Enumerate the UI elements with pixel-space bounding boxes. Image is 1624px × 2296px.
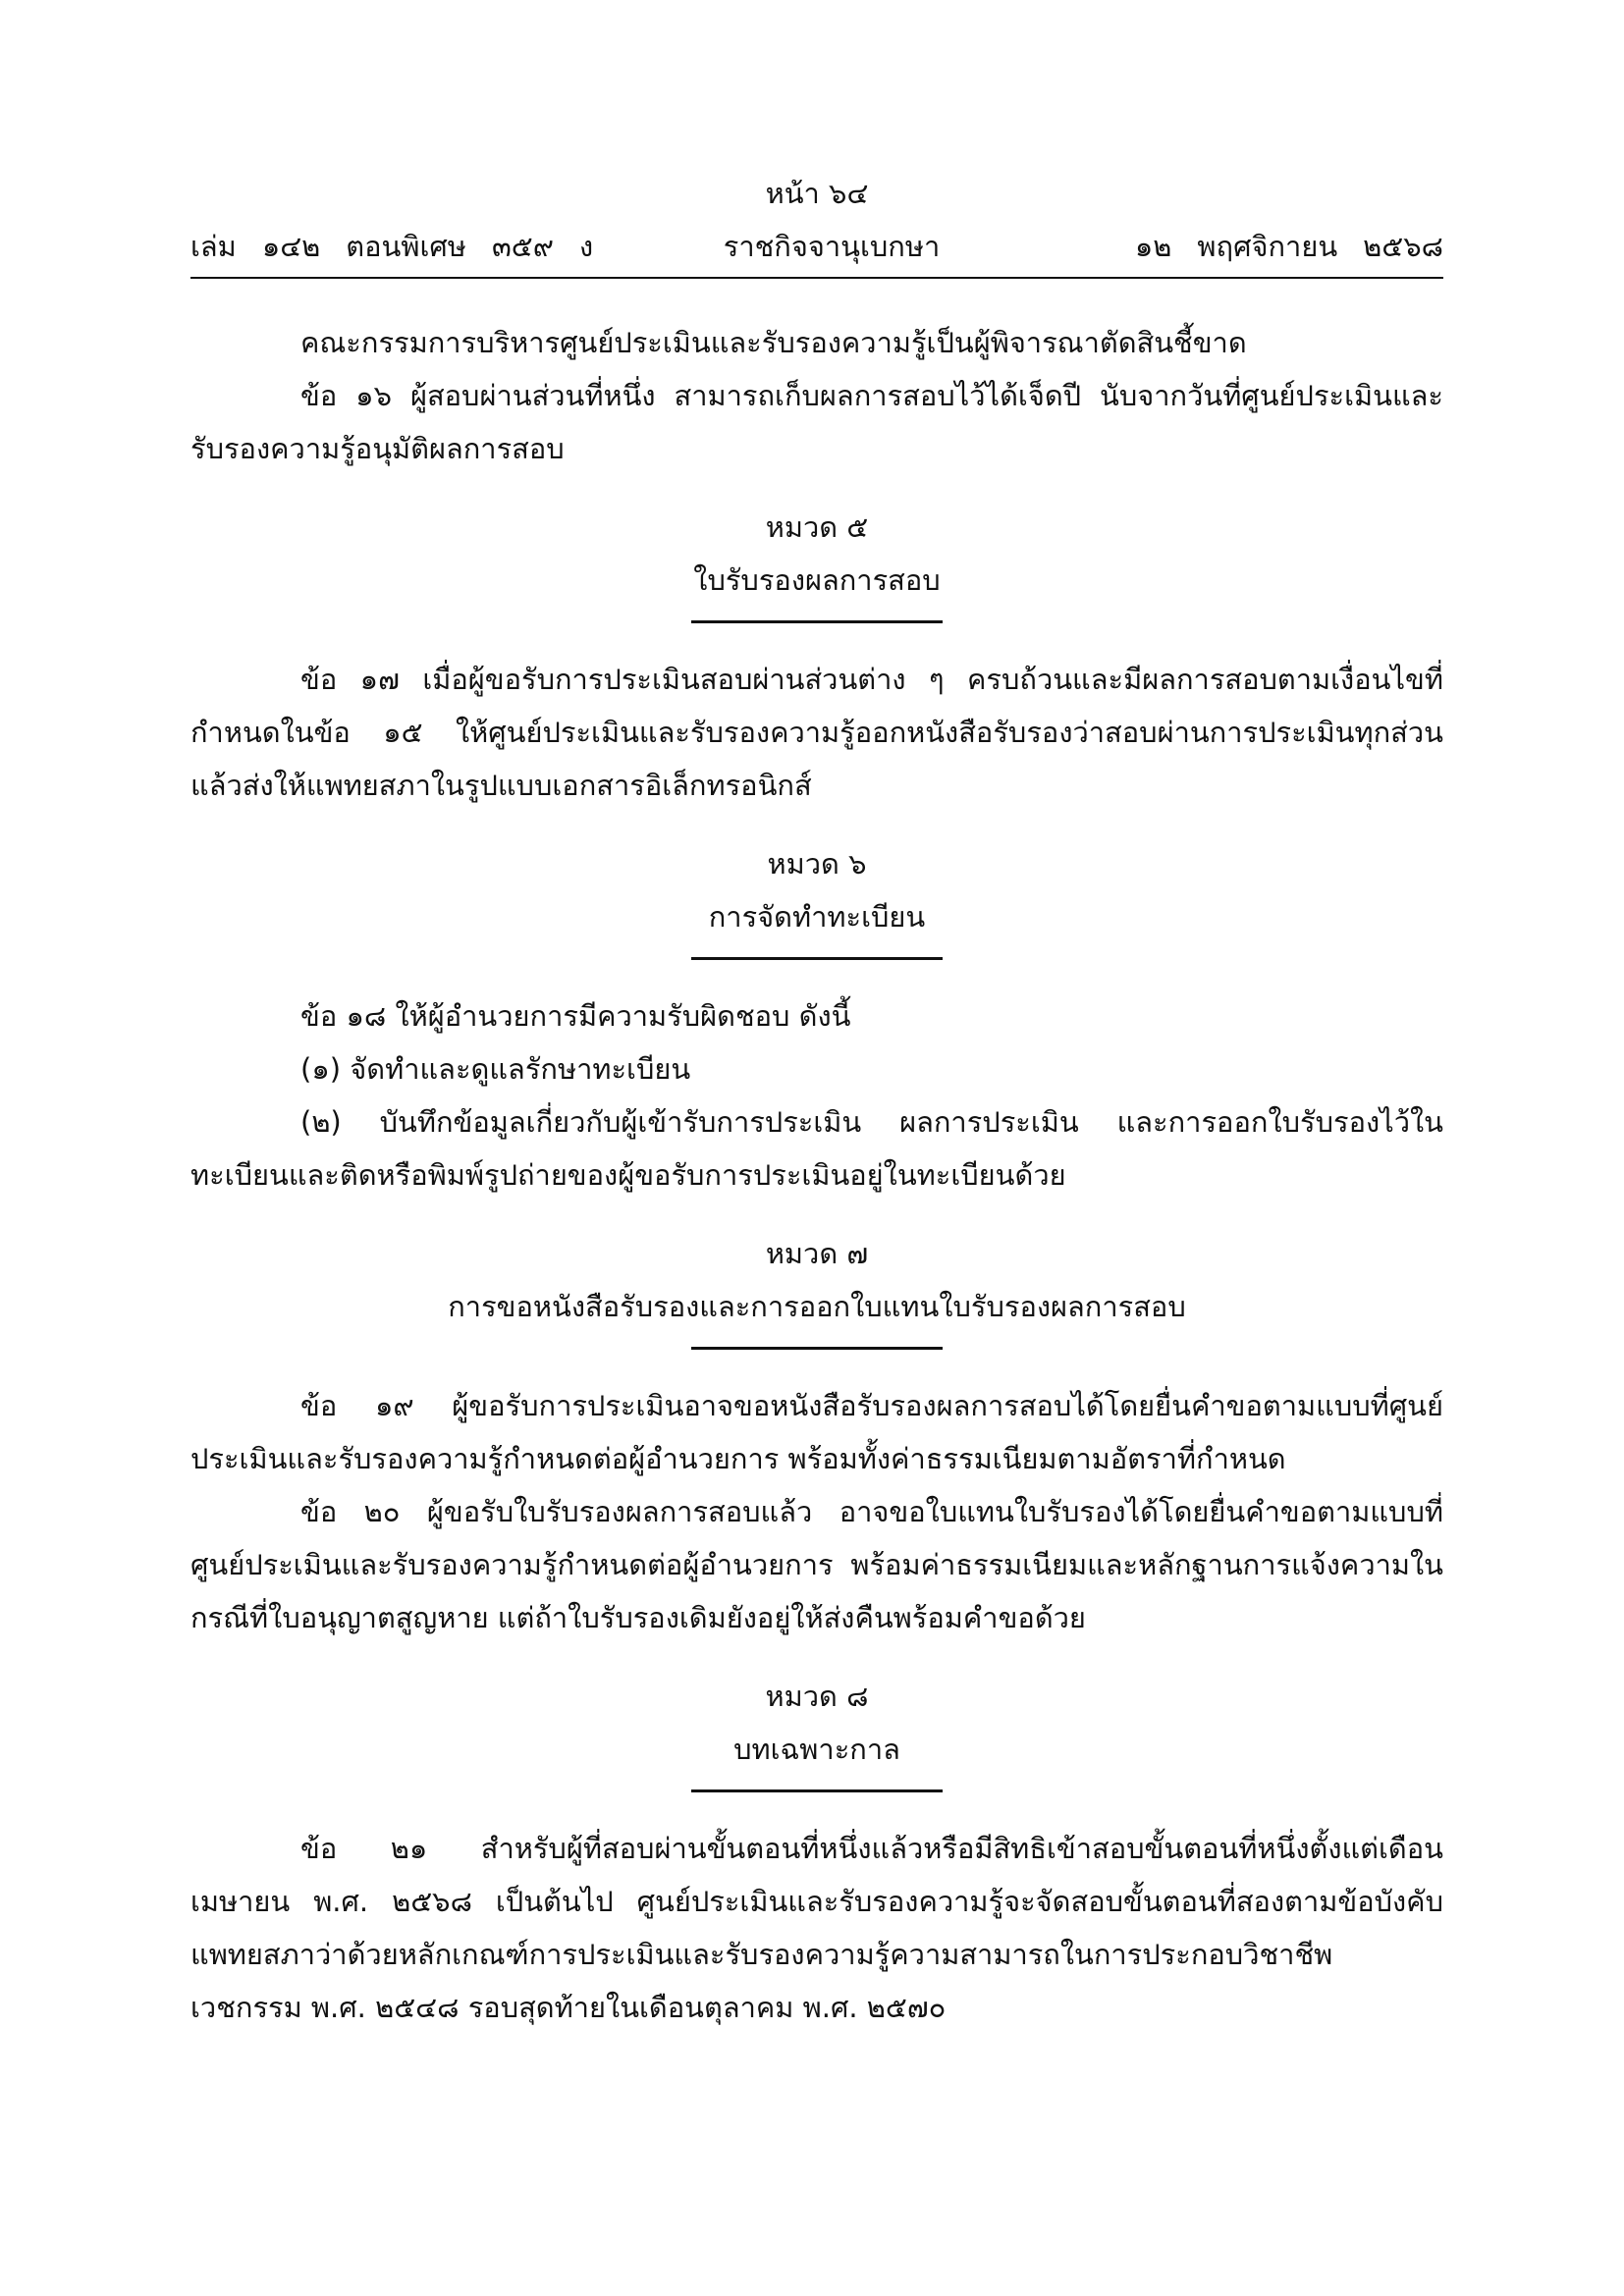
section-8-name: บทเฉพาะกาล bbox=[733, 1733, 900, 1766]
clause-17: ข้อ ๑๗ เมื่อผู้ขอรับการประเมินสอบผ่านส่วนต่าง ๆ ครบถ้วนและมีผลการสอบตามเงื่อนไขที่กำหนดในข้อ ๑๕ ให้ศูนย์ประเมินและรับรองความรู้ออกหนังสือรับรองว่าสอบผ่านการประเมินทุกส่วนแล้วส่งให้แพทยสภาในรูปแบบเอกสารอิเล็กทรอนิกส์ bbox=[190, 663, 1443, 802]
issue-label: ตอนพิเศษ bbox=[346, 230, 466, 263]
clause-18-item-1: (๑) จัดทำและดูแลรักษาทะเบียน bbox=[300, 1052, 691, 1086]
section-5-title: หมวด ๕ bbox=[765, 510, 869, 544]
section-5-rule bbox=[691, 620, 943, 623]
clause-21: ข้อ ๒๑ สำหรับผู้ที่สอบผ่านขั้นตอนที่หนึ่งแล้วหรือมีสิทธิเข้าสอบขั้นตอนที่หนึ่งตั้งแต่เดือนเมษายน พ.ศ. ๒๕๖๘ เป็นต้นไป ศูนย์ประเมินและรับรองความรู้จะจัดสอบขั้นตอนที่สองตามข้อบังคับแพทยสภาว่าด้วยหลักเกณฑ์การประเมินและรับรองความรู้ความสามารถในการประกอบวิชาชีพเวชกรรม พ.ศ. ๒๕๔๘ รอบสุดท้ายในเดือนตุลาคม พ.ศ. ๒๕๗๐ bbox=[190, 1832, 1443, 2024]
date-day: ๑๒ bbox=[1134, 230, 1172, 263]
date-year: ๒๕๖๘ bbox=[1363, 230, 1443, 263]
section-6-rule bbox=[691, 957, 943, 960]
clause-18: ข้อ ๑๘ ให้ผู้อำนวยการมีความรับผิดชอบ ดังนี้ bbox=[300, 999, 851, 1033]
section-5-heading bbox=[190, 501, 1443, 607]
clause-18-item-2: (๒) บันทึกข้อมูลเกี่ยวกับผู้เข้ารับการประเมิน ผลการประเมิน และการออกใบรับรองไว้ในทะเบียนและติดหรือพิมพ์รูปถ่ายของผู้ขอรับการประเมินอยู่ในทะเบียนด้วย bbox=[190, 1105, 1443, 1192]
intro-paragraph: คณะกรรมการบริหารศูนย์ประเมินและรับรองความรู้เป็นผู้พิจารณาตัดสินชี้ขาด bbox=[300, 326, 1247, 359]
section-8-heading bbox=[190, 1670, 1443, 1776]
volume-label: เล่ม bbox=[190, 230, 237, 263]
header-line bbox=[190, 220, 1443, 279]
section-7-name: การขอหนังสือรับรองและการออกใบแทนใบรับรองผลการสอบ bbox=[448, 1290, 1186, 1323]
issue-number: ๓๕๙ bbox=[491, 230, 554, 263]
section-6-title: หมวด ๖ bbox=[767, 847, 867, 881]
gazette-header bbox=[190, 220, 1443, 279]
date-month: พฤศจิกายน bbox=[1197, 230, 1338, 263]
clause-16: ข้อ ๑๖ ผู้สอบผ่านส่วนที่หนึ่ง สามารถเก็บผลการสอบไว้ได้เจ็ดปี นับจากวันที่ศูนย์ประเมินและรับรองความรู้อนุมัติผลการสอบ bbox=[190, 379, 1443, 465]
section-8-rule bbox=[691, 1789, 943, 1792]
section-5-name: ใบรับรองผลการสอบ bbox=[693, 563, 941, 597]
publication-name: ราชกิจจานุเบกษา bbox=[723, 230, 941, 263]
header-volume-issue bbox=[190, 220, 593, 273]
page-number: หน้า ๖๔ bbox=[765, 177, 869, 210]
section-7-rule bbox=[691, 1347, 943, 1350]
header-date bbox=[1135, 220, 1443, 273]
section-8-title: หมวด ๘ bbox=[765, 1680, 869, 1713]
gazette-page bbox=[190, 167, 1443, 2034]
issue-letter: ง bbox=[578, 230, 594, 263]
clause-20: ข้อ ๒๐ ผู้ขอรับใบรับรองผลการสอบแล้ว อาจขอใบแทนใบรับรองได้โดยยื่นคำขอตามแบบที่ศูนย์ประเมินและรับรองความรู้กำหนดต่อผู้อำนวยการ พร้อมค่าธรรมเนียมและหลักฐานการแจ้งความในกรณีที่ใบอนุญาตสูญหาย แต่ถ้าใบรับรองเดิมยังอยู่ให้ส่งคืนพร้อมคำขอด้วย bbox=[190, 1495, 1443, 1634]
document-body bbox=[190, 316, 1443, 2034]
section-7-title: หมวด ๗ bbox=[765, 1237, 869, 1270]
volume-number: ๑๔๒ bbox=[261, 230, 321, 263]
section-6-name: การจัดทำทะเบียน bbox=[708, 900, 926, 934]
section-7-heading bbox=[190, 1227, 1443, 1333]
section-6-heading bbox=[190, 837, 1443, 943]
clause-19: ข้อ ๑๙ ผู้ขอรับการประเมินอาจขอหนังสือรับรองผลการสอบได้โดยยื่นคำขอตามแบบที่ศูนย์ประเมินและรับรองความรู้กำหนดต่อผู้อำนวยการ พร้อมทั้งค่าธรรมเนียมตามอัตราที่กำหนด bbox=[190, 1389, 1443, 1475]
